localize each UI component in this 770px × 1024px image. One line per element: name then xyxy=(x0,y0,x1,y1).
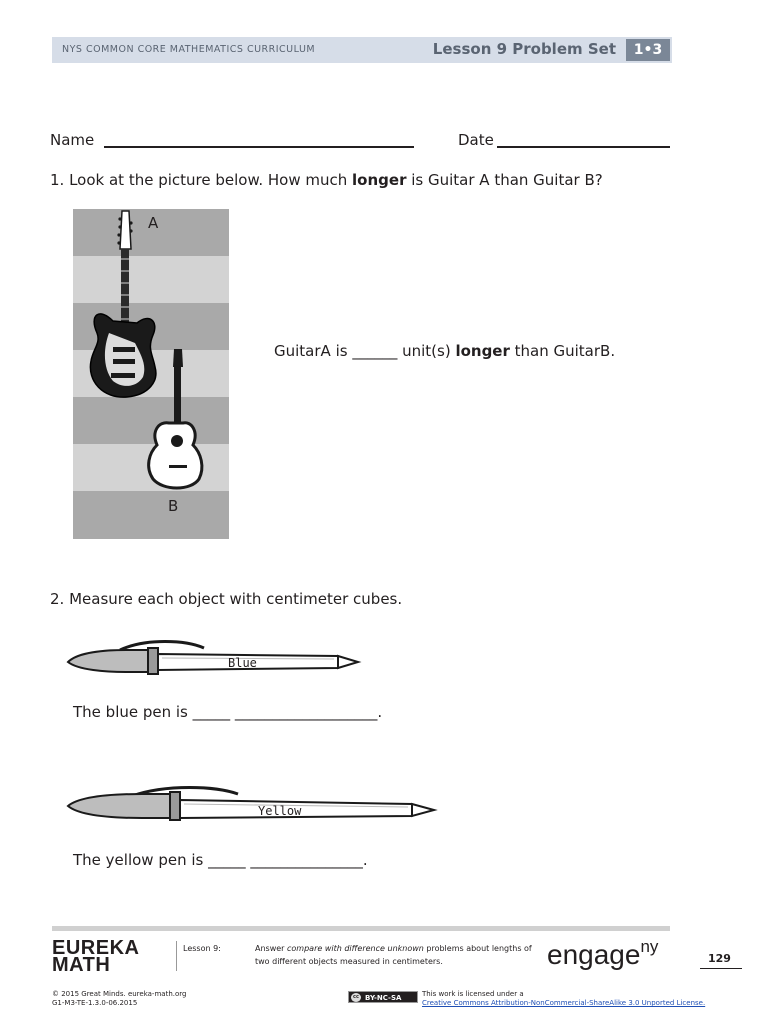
page-number-underline xyxy=(700,968,742,969)
footer-description xyxy=(255,944,532,953)
eureka-math-logo xyxy=(52,937,140,976)
desc-italic: compare with difference unknown xyxy=(287,944,424,953)
date-label: Date xyxy=(458,131,494,149)
module-badge: 1•3 xyxy=(626,39,670,61)
license-text: This work is licensed under a xyxy=(422,990,524,998)
cc-license-badge xyxy=(348,991,418,1003)
logo-line-1: EUREKA xyxy=(52,937,140,959)
yellow-pen-image xyxy=(66,782,438,828)
acoustic-guitar-b xyxy=(73,209,229,539)
date-line[interactable] xyxy=(497,146,670,148)
q1-prompt-bold: longer xyxy=(352,171,407,189)
guitar-figure xyxy=(73,209,229,539)
page-number: 129 xyxy=(708,952,731,965)
guitar-b-label: B xyxy=(168,497,179,515)
blue-pen-answer: The blue pen is _____ ___________________. xyxy=(73,703,383,721)
logo-line-2: MATH xyxy=(52,954,111,976)
curriculum-label: NYS COMMON CORE MATHEMATICS CURRICULUM xyxy=(62,44,316,55)
license-link[interactable]: Creative Commons Attribution-NonCommercial-ShareAlike 3.0 Unported License. xyxy=(422,999,706,1007)
yellow-pen-label: Yellow xyxy=(258,804,302,818)
blue-pen-label: Blue xyxy=(228,656,257,670)
footer-description-line-2: two different objects measured in centimeters. xyxy=(255,957,443,966)
q1-answer-post: than GuitarB. xyxy=(509,342,616,360)
footer-vertical-divider xyxy=(176,941,177,971)
engageny-logo xyxy=(547,937,658,971)
footer-divider xyxy=(52,926,670,931)
cc-icon: cc xyxy=(351,993,361,1002)
blue-pen-image xyxy=(66,636,362,680)
guitar-a-label: A xyxy=(148,214,159,232)
module-code: G1-M3-TE-1.3.0-06.2015 xyxy=(52,999,138,1007)
name-label: Name xyxy=(50,131,95,149)
q1-prompt-pre: 1. Look at the picture below. How much xyxy=(50,171,353,189)
copyright: © 2015 Great Minds. eureka-math.org xyxy=(52,990,187,998)
lesson-title: Lesson 9 Problem Set xyxy=(432,40,616,58)
question-1-answer xyxy=(274,342,615,360)
engage-sup: ny xyxy=(640,937,659,956)
question-1-prompt xyxy=(50,171,603,189)
page-header xyxy=(52,37,672,63)
cc-badge-text: BY-NC-SA xyxy=(365,994,402,1002)
footer-lesson: Lesson 9: xyxy=(183,944,221,953)
q1-prompt-post: is Guitar A than Guitar B? xyxy=(406,171,603,189)
name-line[interactable] xyxy=(104,146,414,148)
engage-text: engage xyxy=(547,939,641,970)
q1-answer-bold: longer xyxy=(455,342,510,360)
desc-post: problems about lengths of xyxy=(423,944,532,953)
yellow-pen-answer: The yellow pen is _____ _______________. xyxy=(73,851,368,869)
desc-pre: Answer xyxy=(255,944,288,953)
q1-answer-pre: GuitarA is ______ unit(s) xyxy=(274,342,456,360)
question-2-prompt: 2. Measure each object with centimeter cubes. xyxy=(50,590,403,608)
